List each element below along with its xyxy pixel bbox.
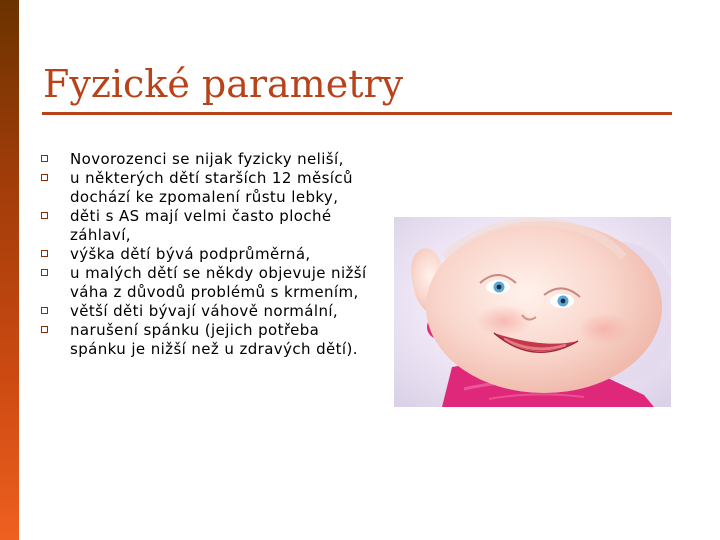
hollow-square-bullet-icon xyxy=(41,155,48,162)
bullet-text: Novorozenci se nijak fyzicky neliší, xyxy=(70,150,344,168)
hollow-square-bullet-icon xyxy=(41,326,48,333)
bullet-text: děti s AS mají velmi často ploché záhlaví, xyxy=(70,207,332,244)
slide-title: Fyzické parametry xyxy=(43,62,404,106)
baby-photo xyxy=(394,217,671,407)
hollow-square-bullet-icon xyxy=(41,250,48,257)
list-item xyxy=(40,321,370,359)
hollow-square-bullet-icon xyxy=(41,307,48,314)
bullet-text: výška dětí bývá podprůměrná, xyxy=(70,245,311,263)
list-item xyxy=(40,150,370,169)
bullet-text: u některých dětí starších 12 měsíců dochází ke zpomalení růstu lebky, xyxy=(70,169,353,206)
list-item xyxy=(40,207,370,245)
title-underline xyxy=(42,112,672,115)
list-item xyxy=(40,169,370,207)
list-item xyxy=(40,245,370,264)
hollow-square-bullet-icon xyxy=(41,174,48,181)
hollow-square-bullet-icon xyxy=(41,269,48,276)
bullet-text: větší děti bývají váhově normální, xyxy=(70,302,339,320)
list-item xyxy=(40,302,370,321)
left-accent-bar xyxy=(0,0,19,540)
bullet-text: u malých dětí se někdy objevuje nižší váha z důvodů problémů s krmením, xyxy=(70,264,367,301)
bullet-text: narušení spánku (jejich potřeba spánku je nižší než u zdravých dětí). xyxy=(70,321,358,358)
hollow-square-bullet-icon xyxy=(41,212,48,219)
bullet-list xyxy=(40,150,370,359)
list-item xyxy=(40,264,370,302)
